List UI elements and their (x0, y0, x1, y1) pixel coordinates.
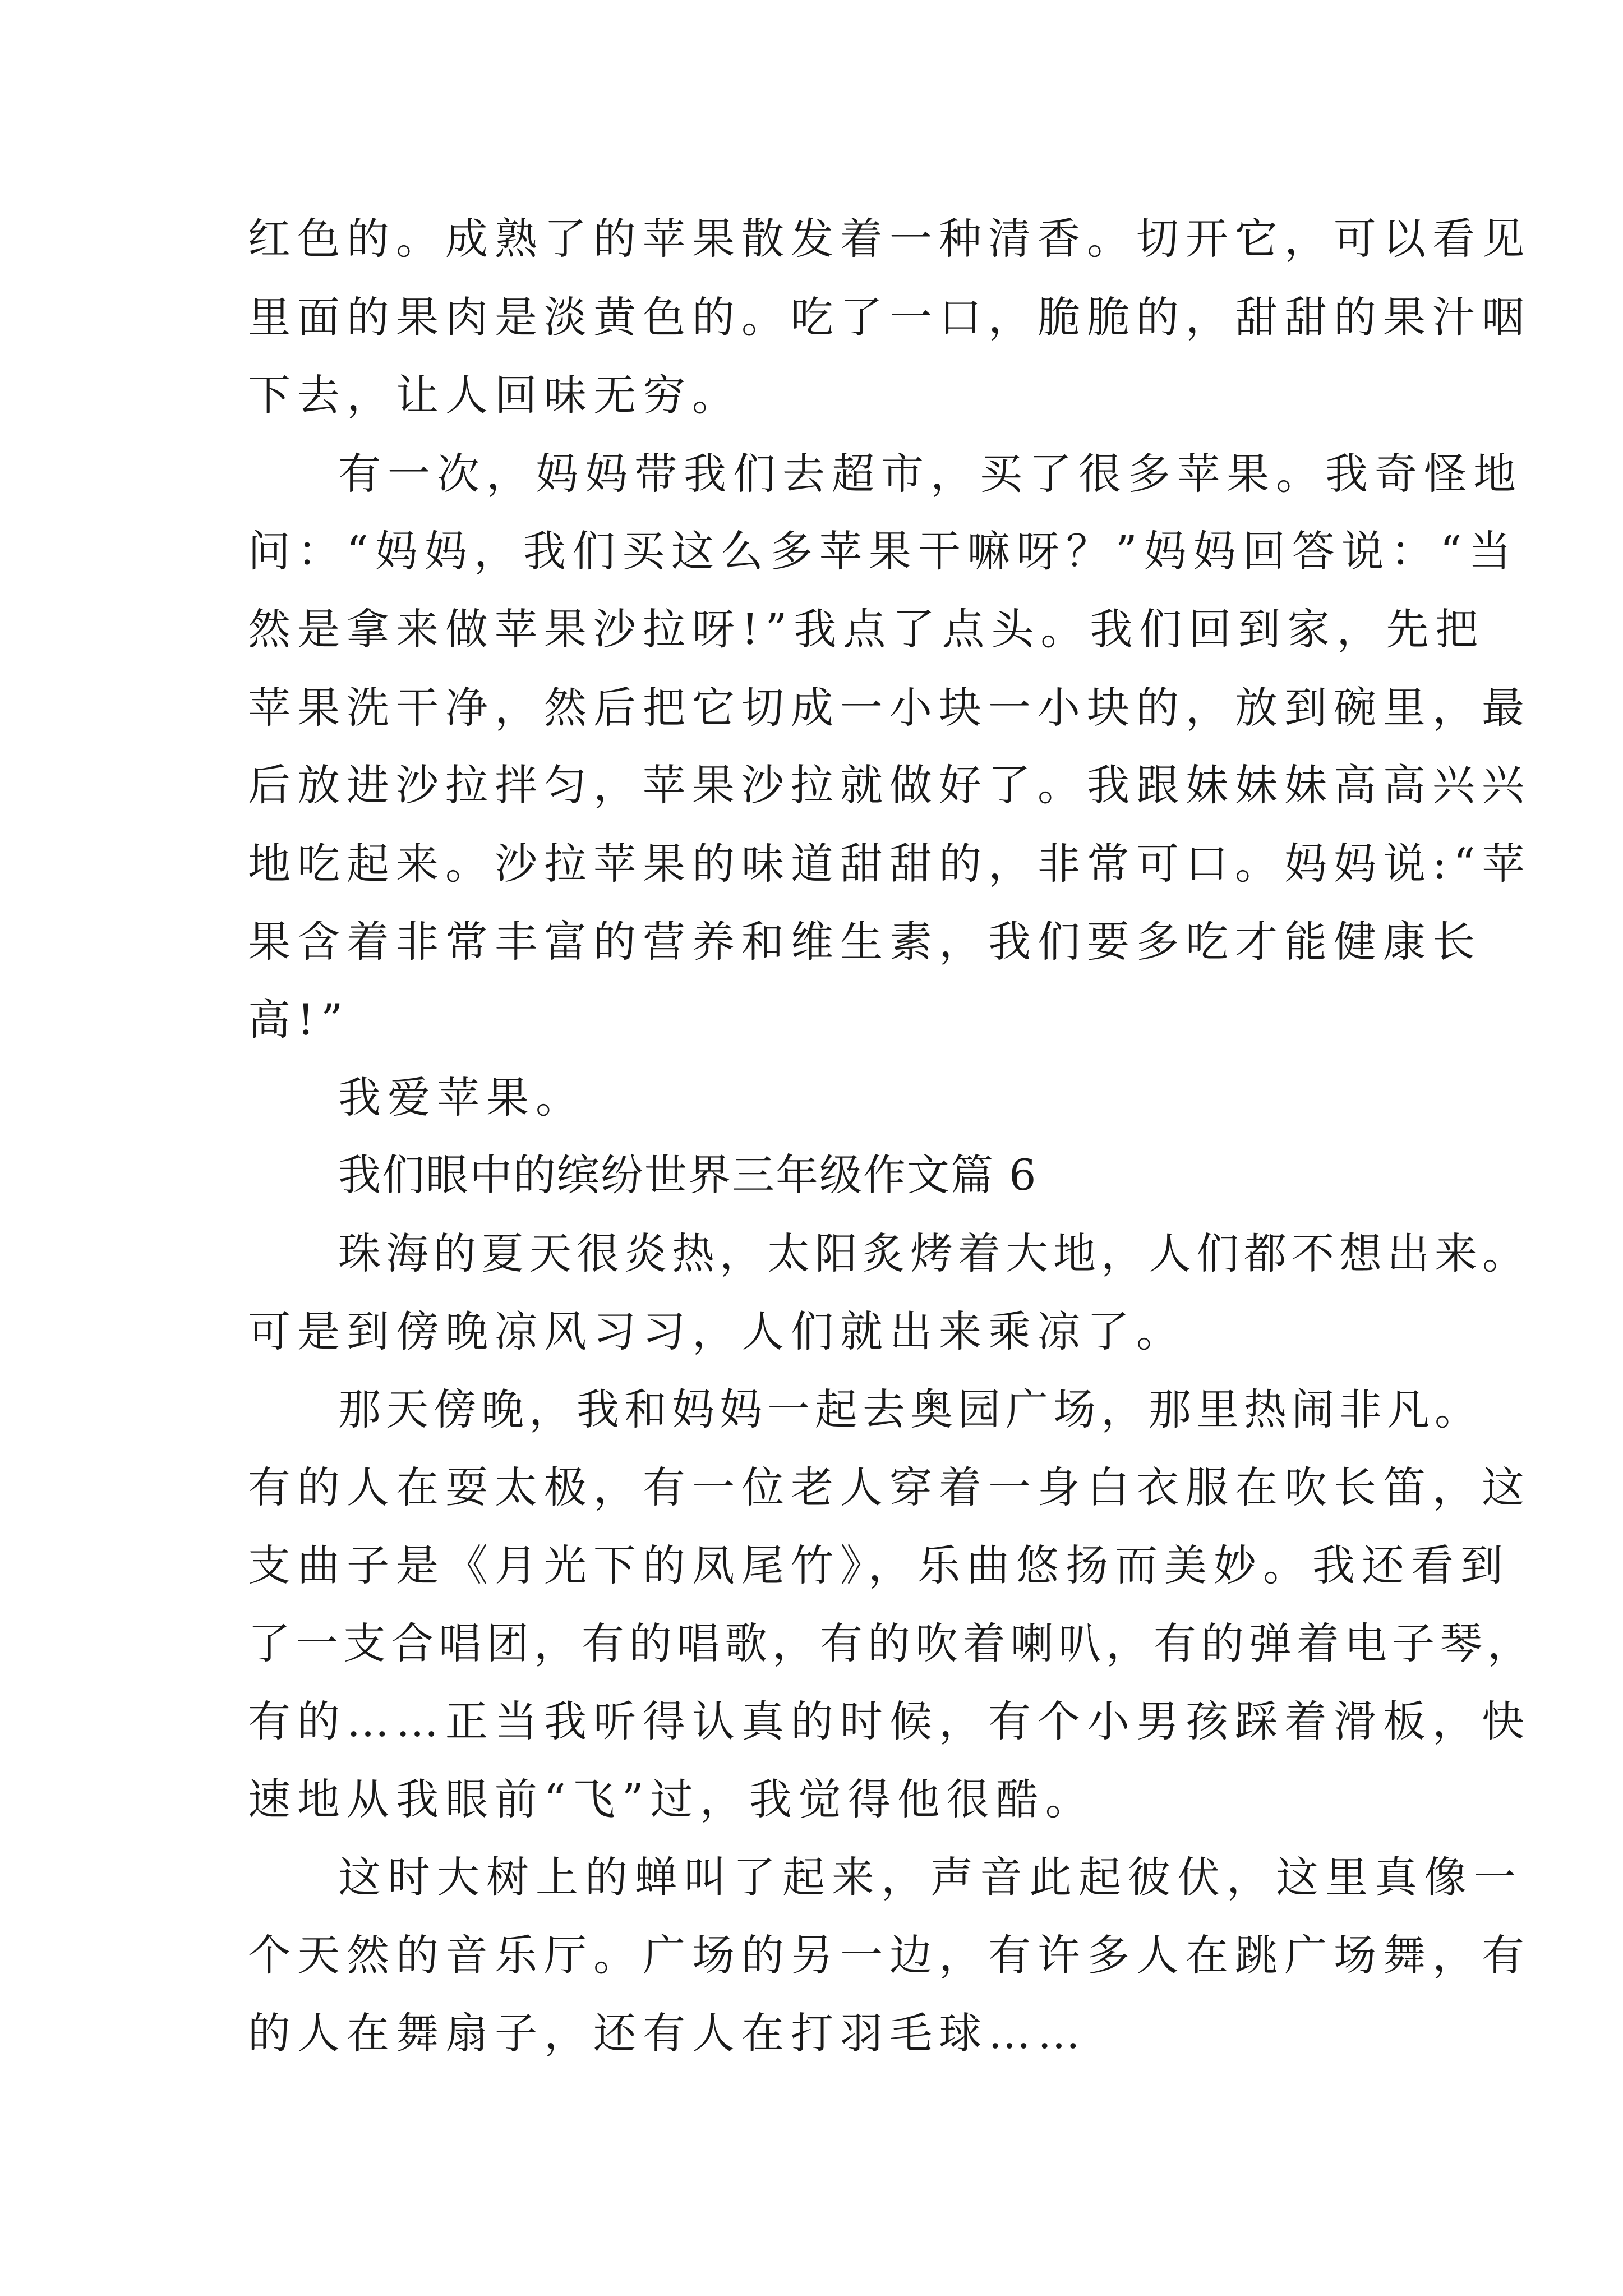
text-line: 个天然的音乐厅。广场的另一边，有许多人在跳广场舞，有 (248, 1930, 1531, 1980)
text-line: 红色的。成熟了的苹果散发着一种清香。切开它，可以看见 (248, 214, 1531, 264)
text-line: 速地从我眼前“飞”过，我觉得他很酷。 (248, 1774, 1095, 1824)
text-line: 苹果洗干净，然后把它切成一小块一小块的，放到碗里，最 (248, 683, 1531, 733)
paragraph-first-line: 我爱苹果。 (338, 1073, 585, 1122)
text-line: 下去，让人回味无穷。 (248, 370, 741, 420)
paragraph-first-line: 那天傍晚，我和妈妈一起去奥园广场，那里热闹非凡。 (338, 1384, 1482, 1434)
text-line: 高!” (248, 995, 350, 1045)
section-heading: 我们眼中的缤纷世界三年级作文篇 6 (338, 1150, 1038, 1200)
text-line: 然是拿来做苹果沙拉呀!”我点了点头。我们回到家，先把 (248, 604, 1485, 654)
text-line: 有的人在耍太极，有一位老人穿着一身白衣服在吹长笛，这 (248, 1462, 1531, 1512)
paragraph-first-line: 这时大树上的蝉叫了起来，声音此起彼伏，这里真像一 (338, 1852, 1523, 1902)
text-line: 的人在舞扇子，还有人在打羽毛球…… (248, 2008, 1087, 2058)
text-line: 有的……正当我听得认真的时候，有个小男孩踩着滑板，快 (248, 1696, 1531, 1746)
text-line: 果含着非常丰富的营养和维生素，我们要多吃才能健康长 (248, 917, 1482, 967)
text-line: 里面的果肉是淡黄色的。吃了一口，脆脆的，甜甜的果汁咽 (248, 292, 1531, 342)
text-line: 可是到傍晚凉风习习，人们就出来乘凉了。 (248, 1306, 1186, 1356)
paragraph-first-line: 有一次，妈妈带我们去超市，买了很多苹果。我奇怪地 (338, 449, 1523, 499)
text-line: 地吃起来。沙拉苹果的味道甜甜的，非常可口。妈妈说:“苹 (248, 839, 1532, 889)
text-line: 后放进沙拉拌匀，苹果沙拉就做好了。我跟妹妹妹高高兴兴 (248, 760, 1531, 810)
text-line: 了一支合唱团，有的唱歌，有的吹着喇叭，有的弹着电子琴， (248, 1618, 1535, 1668)
text-line: 问：“妈妈，我们买这么多苹果干嘛呀？”妈妈回答说：“当 (248, 526, 1518, 576)
paragraph-first-line: 珠海的夏天很炎热，太阳炙烤着大地，人们都不想出来。 (338, 1228, 1530, 1278)
text-line: 支曲子是《月光下的凤尾竹》，乐曲悠扬而美妙。我还看到 (248, 1540, 1510, 1590)
